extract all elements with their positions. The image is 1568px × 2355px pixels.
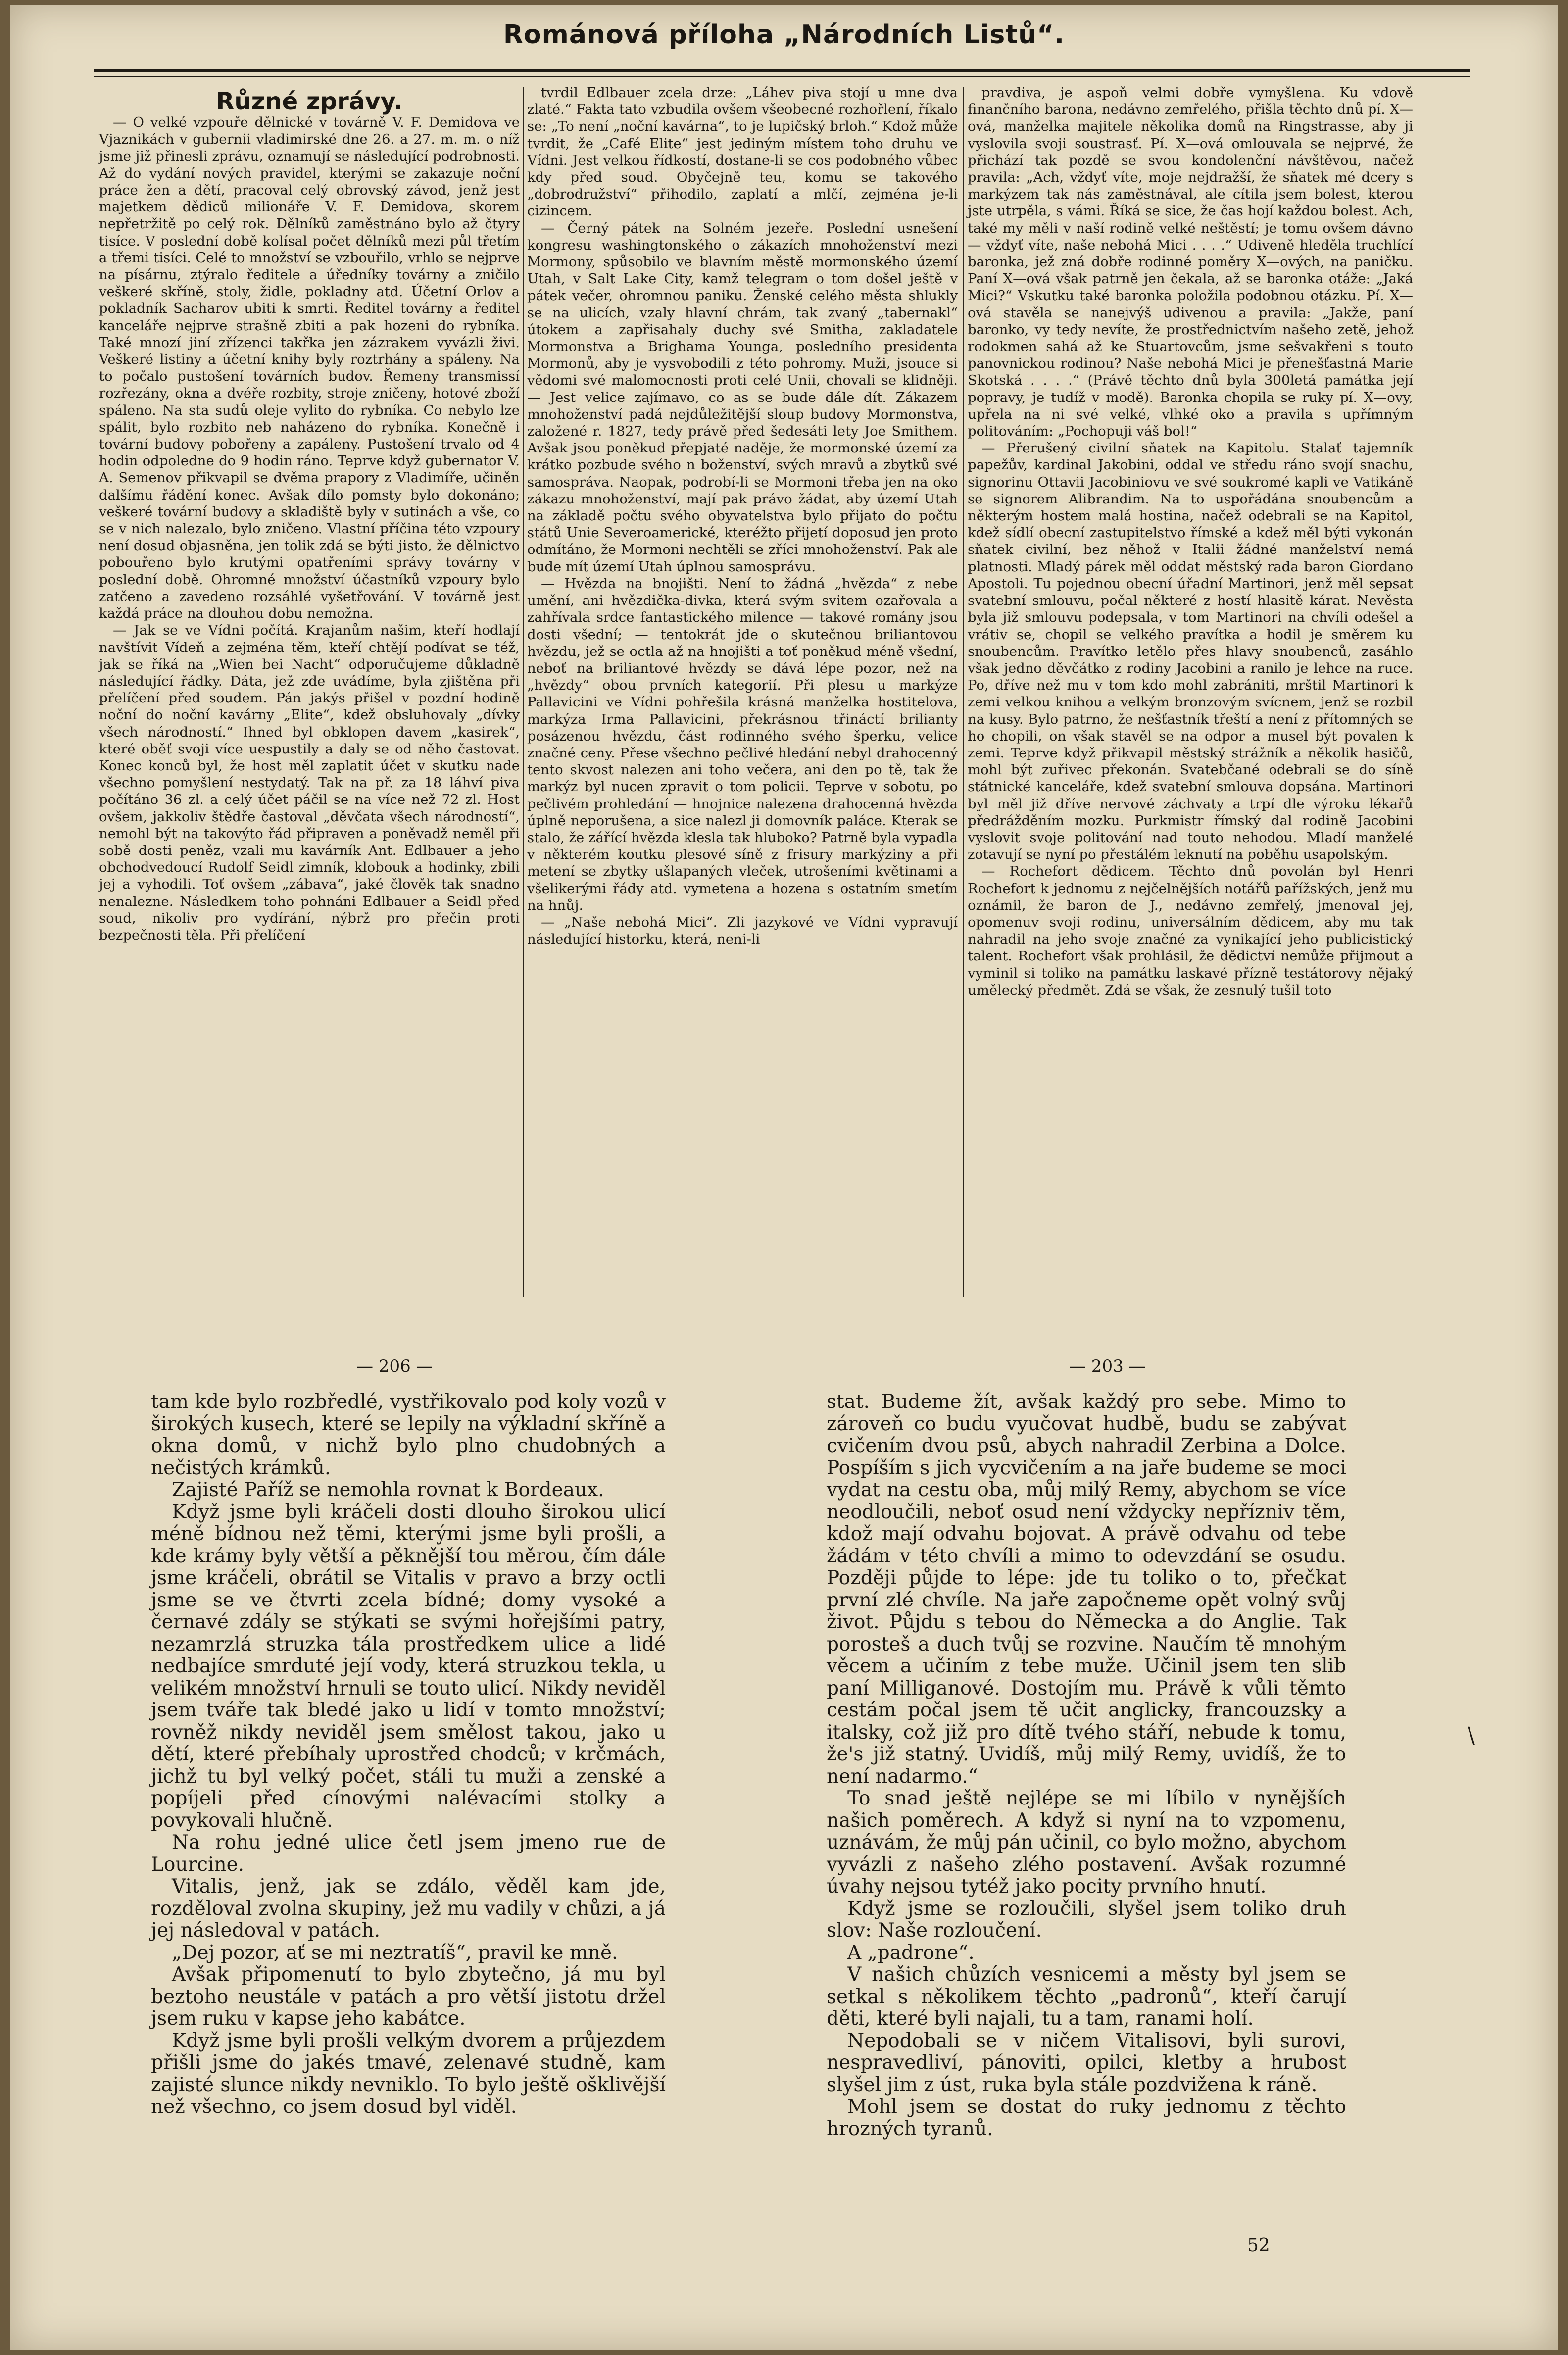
news-paragraph: pravdiva, je aspoň velmi dobře vymyšlena. Ku vdově finančního barona, nedávno zemřelého, přišla těchto dnů pí. X—ová, manželka majitele několika domů na Ringstrasse, aby ji vyslovila svoji soustrasť. Pí. X—ová omlouvala se nejprvé, že přichází tak pozdě se svou kondolenční návštěvou, načež pravila: „Ach, vždyť víte, moje nejdražší, že sňatek mé dcery s markýzem tak nás zaměstnával, ale cítila jsem bolest, kterou jste utrpěla, s vámi. Říká se sice, že čas hojí každou bolest. Ach, také my měli v naší rodině velké neštěstí; je tomu ovšem dávno — vždyť víte, naše nebohá Mici . . . .“ Udiveně hleděla truchlící baronka, jež zná dobře rodinné poměry X—ových, na paničku. Paní X—ová však patrně jen čekala, až se baronka otáže: „Jaká Mici?“ Vskutku také baronka položila podobnou otázku. Pí. X—ová stavěla se nanejvýš udivenou a pravila: „Jakže, paní baronko, vy tedy nevíte, že prostřednictvím našeho zetě, jehož rodokmen sahá až ke Stuartovcům, jsme sešvakřeni s touto panovnickou rodinou? Naše nebohá Mici je přenešťastná Marie Skotská . . . .“ (Právě těchto dnů byla 300letá památka její popravy, je tudíž v modě). Baronka chopila se ruky pí. X—ovy, upřela na ni své velké, vlhké oko a pravila s upřímným politováním: „Pochopuji váš bol!“	[968, 85, 1413, 440]
novel-paragraph: Vitalis, jenž, jak se zdálo, věděl kam jde, rozděloval zvolna skupiny, jež mu vadily v chůzi, a já jej následoval v patách.	[151, 1875, 666, 1942]
newspaper-page	[10, 5, 1558, 2350]
margin-mark: \	[1468, 1723, 1475, 1748]
novel-paragraph: tam kde bylo rozbředlé, vystřikovalo pod koly vozů v širokých kusech, které se lepily na výkladní skříně a okna domů, v nichž bylo plno chudobných a nečistých krámků.	[151, 1391, 666, 1479]
novel-paragraph: Mohl jsem se dostat do ruky jednomu z těchto hrozných tyranů.	[827, 2096, 1346, 2140]
novel-paragraph: Na rohu jedné ulice četl jsem jmeno rue de Lourcine.	[151, 1831, 666, 1876]
novel-paragraph: Když jsme byli kráčeli dosti dlouho širokou ulicí méně bídnou než těmi, kterými jsme byli prošli, a kde krámy byly větší a pěknější tou měrou, čím dále jsme kráčeli, obrátil se Vitalis v pravo a brzy octli jsme se ve čtvrti zcela bídné; domy vysoké a černavé zdály se stýkati se svými hořejšími patry, nezamrzlá struzka tála prostředkem ulice a lidé nedbajíce smrduté její vody, která struzkou tekla, u velikém množství hrnuli se touto ulicí. Nikdy neviděl jsem tváře tak bledé jako u lidí v tomto množství; rovněž nikdy neviděl jsem smělost takou, jako u dětí, které přebíhaly uprostřed chodců; v krčmách, jichž tu byl velký počet, stáli tu muži a zenské a popíjeli před cínovými nalévacími stolky a povykovali hlučně.	[151, 1501, 666, 1832]
novel-column-right	[827, 1391, 1346, 2140]
header-rule-thin	[94, 76, 1470, 77]
news-column-2	[527, 84, 958, 948]
page-number: 52	[1247, 2235, 1270, 2255]
column-divider	[963, 87, 964, 1297]
section-heading: Různé zprávy.	[216, 88, 403, 115]
novel-column-left	[151, 1391, 666, 2118]
news-paragraph: — Jak se ve Vídni počítá. Krajanům našim, kteří hodlají navštívit Vídeň a zejména těm, kteří chtějí podívat se též, jak se říká na „Wien bei Nacht“ odporučujeme důkladně následující řádky. Dáta, jež zde uvádíme, byla zjištěna při přelíčení před soudem. Pán jakýs přišel v pozdní hodině noční do noční kavárny „Elite“, kdež obsluhovaly „dívky všech národností.“ Ihned byl obklopen davem „kasirek“, které oběť svoji více uespustily a daly se od něho častovat. Konec konců byl, že host měl zaplatit účet v skutku nade všechno pomyšlení nestydatý. Tak na př. za 18 láhví piva počítáno 36 zl. a celý účet páčil se na více než 72 zl. Host ovšem, jakkoliv štědře častoval „děvčata všech národností“, nemohl být na takovýto řád připraven a poněvadž neměl při sobě dosti peněz, vzali mu kavárník Ant. Edlbauer a jeho obchodvedoucí Rudolf Seidl zimník, klobouk a hodinky, zbili jej a vyhodili. Toť ovšem „zábava“, jaké člověk tak snadno nenalezne. Následkem toho pohnáni Edlbauer a Seidl před soud, nikoliv pro vydírání, nýbrž pro přečin proti bezpečnosti těla. Při přelíčení	[99, 622, 520, 943]
novel-paragraph: A „padrone“.	[847, 1941, 975, 1964]
news-paragraph: tvrdil Edlbauer zcela drze: „Láhev piva stojí u mne dva zlaté.“ Fakta tato vzbudila ovšem všeobecné rozhořlení, říkalo se: „To není „noční kavárna“, to je lupičský brloh.“ Kdož může tvrdit, že „Café Elite“ jest jediným místem toho druhu ve Vídni. Jest velkou řídkostí, dostane-li se cos podobného vůbec kdy před soud. Obyčejně teu, komu se takového „dobrodružství“ přihodilo, zaplatí a mlčí, zejména je-li cizincem.	[527, 85, 958, 219]
header-rule-thick	[94, 69, 1470, 72]
novel-paragraph: Když jsme byli prošli velkým dvorem a průjezdem přišli jsme do jakés tmavé, zelenavé studně, kam zajisté slunce nikdy nevniklo. To bylo ještě ošklivější než všechno, co jsem dosud byl viděl.	[151, 2029, 666, 2118]
page-header-title: Románová příloha „Národních Listů“.	[503, 20, 1065, 50]
novel-paragraph: V našich chůzích vesnicemi a městy byl jsem se setkal s několikem těchto „padronů“, kteří čarují děti, které byli najali, tu a tam, ranami holí.	[827, 1963, 1346, 2030]
folio-right: — 203 —	[1069, 1356, 1146, 1376]
news-column-1	[99, 84, 520, 944]
news-paragraph: — „Naše nebohá Mici“. Zli jazykové ve Vídni vypravují následující historku, která, neni-li	[527, 914, 958, 948]
folio-left: — 206 —	[356, 1356, 433, 1376]
novel-paragraph: Avšak připomenutí to bylo zbytečno, já mu byl beztoho neustále v patách a pro větší jistotu držel jsem ruku v kapse jeho kabátce.	[151, 1963, 666, 2030]
novel-paragraph: Když jsme se rozloučili, slyšel jsem toliko druh slov: Naše rozloučení.	[827, 1897, 1346, 1942]
news-column-3	[968, 84, 1413, 999]
news-paragraph: — Přerušený civilní sňatek na Kapitolu. Stalať tajemník papežův, kardinal Jakobini, oddal ve středu ráno svojí snachu, signorinu Ottavii Jacobiniovu ve své soukromé kapli ve Vatikáně se signorem Alibrandim. Na to uspořádána snoubencům a některým hostem malá hostina, načež odebrali se na Kapitol, kdež sídlí obecní zastupitelstvo římské a kdež měl býti vykonán sňatek civilní, bez něhož v Italii žádné manželství nemá platnosti. Mladý párek měl oddat městský rada baron Giordano Apostoli. Tu pojednou obecní úřadní Martinori, jenž měl sepsat svatební smlouvu, počal některé z hostí hlasitě kárat. Nevěsta byla již smlouvu podepsala, v tom Martinori na chvíli odešel a vrátiv se, chopil se velkého pravítka a hodil je směrem ku snoubencům. Pravítko letělo přes hlavy snoubenců, zasáhlo však jedno děvčátko z rodiny Jacobini a ranilo je lehce na ruce. Po, dříve než mu v tom kdo mohl zabrániti, mrštil Martinori k zemi velkou knihou a velkým bronzovým svícnem, jenž se rozbil na kusy. Bylo patrno, že nešťastník třeští a není z přítomných se ho chopili, on však stavěl se na odpor a musel být povalen k zemi. Teprve když přikvapil městský strážník a několik hasičů, mohl být zuřivec překonán. Svatebčané odebrali se do síně státnické kanceláře, kdež svatební smlouva dopsána. Martinori byl měl již dříve nervové záchvaty a trpí dle výroku lékařů předrážděním mozku. Purkmistr římský dal rodině Jacobini vyslovit svoje politování nad touto nehodou. Mladí manželé zotavují se nyní po přestálém leknutí na poběhu usapolským.	[968, 440, 1413, 863]
novel-paragraph: To snad ještě nejlépe se mi líbilo v nynějších našich poměrech. A když si nyní na to vzpomenu, uznávám, že můj pán učinil, co bylo možno, abychom vyvázli z našeho zlého postavení. Avšak rozumné úvahy nejsou tytéž jako pocity prvního hnutí.	[827, 1787, 1346, 1898]
news-paragraph: — O velké vzpouře dělnické v továrně V. F. Demidova ve Vjaznikách v gubernii vladimirské dne 26. a 27. m. m. o níž jsme již přinesli zprávu, oznamují se následující podrobnosti. Až do vydání nových pravidel, kterými se zakazuje noční práce žen a dětí, pracoval celý obrovský závod, jenž jest majetkem dědiců milionáře V. F. Demidova, skorem nepřetržitě po celý rok. Dělníků zaměstnáno bylo až čtyry tisíce. V poslední době kolísal počet dělníků mezi půl třetím a třemi tisíci. Celé to množství se vzbouřilo, vrhlo se nejprve na písárnu, ztýralo ředitele a úředníky továrny a zničilo veškeré skříně, stoly, židle, pokladny atd. Účetní Orlov a pokladník Sacharov ubiti k smrti. Ředitel továrny a ředitel kanceláře nejprve strašně zbiti a pak hozeni do rybníka. Také mnozí jiní zřízenci takřka jen zázrakem vyvázli živi. Veškeré listiny a účetní knihy byly roztrhány a spáleny. Na to počalo pustošení továrních budov. Řemeny transmissí rozřezány, okna a dvéře rozbity, stroje zničeny, hotové zboží spáleno. Na sta sudů oleje vylito do rybníka. Co nebylo lze spálit, bylo rozbito neb naházeno do rybníka. Konečně i tovární budovy pobořeny a zapáleny. Pustošení trvalo od 4 hodin odpoledne do 9 hodin ráno. Teprve když gubernator V. A. Semenov přikvapil se dvěma prapory z Vladimíře, učiněn dalšímu řádění konec. Avšak dílo pomsty bylo dokonáno; veškeré tovární budovy a skladiště byly v sutinách a vše, co se v nich nalezalo, bylo zničeno. Vlastní příčina této vzpoury není dosud objasněna, jen tolik zdá se býti jisto, že dělnictvo pobouřeno bylo krutými opatřeními správy továrny v poslední době. Ohromné množství účastníků vzpoury bylo zatčeno a zavedeno rozsáhlé vyšetřování. V továrně jest každá práce na dlouhou dobu nemožna.	[99, 114, 520, 622]
novel-paragraph: Nepodobali se v ničem Vitalisovi, byli surovi, nespravedliví, pánoviti, opilci, kletby a hrubost slyšel jim z úst, ruka byla stále pozdvižena k ráně.	[827, 2029, 1346, 2096]
news-paragraph: — Černý pátek na Solném jezeře. Poslední usnešení kongresu washingtonského o zákazích mnohoženství mezi Mormony, spůsobilo ve blavním městě mormonského území Utah, v Salt Lake City, kamž telegram o tom došel ještě v pátek večer, ohromnou paniku. Ženské celého města shlukly se na ulicích, vzaly hlavní chrám, tak zvaný „tabernakl“ útokem a zapřisahaly duchy své Smitha, zakladatele Mormonstva a Brighama Younga, posledního presidenta Mormonů, aby je vysvobodili z této pohromy. Muži, jsouce si vědomi své malomocnosti proti celé Unii, chovali se klidněji. — Jest velice zajímavo, co as se bude dále dít. Zákazem mnohoženství padá nejdůležitější sloup budovy Mormonstva, založené r. 1827, tedy právě před šedesáti lety Joe Smithem. Avšak jsou poněkud přepjaté naděje, že mormonské území za krátko pozbude svého n boženství, svých mravů a zbytků své samospráva. Naopak, podrobí-li se Mormoni třeba jen na oko zákazu mnohoženství, mají pak právo žádat, aby území Utah na základě počtu svého obyvatelstva bylo přijato do počtu států Unie Severoamerické, kteréžto přijetí doposud jen proto odmítáno, že Mormoni nechtěli se zříci mnohoženství. Pak ale bude mít území Utah úplnou samosprávu.	[527, 220, 958, 575]
novel-paragraph: „Dej pozor, ať se mi neztratíš“, pravil ke mně.	[172, 1941, 618, 1964]
news-paragraph: — Hvězda na bnojišti. Není to žádná „hvězda“ z nebe umění, ani hvězdička-divka, která svým svitem ozařovala a zahřívala srdce fantastického milence — takové romány jsou dosti všední; — tentokrát jde o skutečnou briliantovou hvězdu, jež se octla až na hnojišti a toť poněkud méně všední, neboť na briliantové hvězdy se dává lépe pozor, než na „hvězdy“ obou prvních kategorií. Při plesu u markýze Pallavicini ve Vídni pohřešila krásná manželka hostitelova, markýza Irma Pallavicini, překrásnou třináctí brilianty posázenou hvězdu, část rodinného svého šperku, velice značné ceny. Přese všechno pečlivé hledání nebyl drahocenný tento skvost nalezen ani toho večera, ani den po tě, tak že markýz byl nucen zpravit o tom policii. Teprve v sobotu, po pečlivém prohledání — hnojnice nalezena drahocenná hvězda úplně neporušena, a sice nalezl ji domovník paláce. Kterak se stalo, že zářící hvězda klesla tak hluboko? Patrně byla vypadla v některém koutku plesové síně z frisury markýziny a při metení se zbytky ušlapaných vleček, utrošeními květinami a všelikerými řády atd. vymetena a hozena s ostatním smetím na hnůj.	[527, 575, 958, 913]
news-paragraph: — Rochefort dědicem. Těchto dnů povolán byl Henri Rochefort k jednomu z nejčelnějších notářů pařížských, jenž mu oznámil, že baron de J., nedávno zemřelý, jmenoval jej, opomenuv svoji rodinu, universálním dědicem, aby mu tak nahradil na jeho svoje značné za vynikající jeho publicistický talent. Rochefort však prohlásil, že dědictví nemůže přijmout a vyminil si toliko na památku laskavé přízně testátorovy nějaký umělecký předmět. Zdá se však, že zesnulý tušil toto	[968, 863, 1413, 998]
novel-paragraph: stat. Budeme žít, avšak každý pro sebe. Mimo to zároveň co budu vyučovat hudbě, budu se zabývat cvičením dvou psů, abych nahradil Zerbina a Dolce. Pospíším s jich vycvičením a na jaře budeme se moci vydat na cestu oba, můj milý Remy, abychom se více neodloučili, neboť osud není vždycky nepřízniv těm, kdož mají odvahu bojovat. A právě odvahu od tebe žádám v této chvíli a mimo to odevzdání se osudu. Později půjde to lépe: jde tu toliko o to, přečkat první zlé chvíle. Na jaře započneme opět volný svůj život. Půjdu s tebou do Německa a do Anglie. Tak porosteš a duch tvůj se rozvine. Naučím tě mnohým věcem a učiním z tebe muže. Učinil jsem ten slib paní Milliganové. Dostojím mu. Právě k vůli těmto cestám počal jsem tě učit anglicky, francouzsky a italsky, což již pro dítě tvého stáří, nebude k tomu, že's již statný. Uvidíš, můj milý Remy, uvidíš, že to není nadarmo.“	[827, 1391, 1346, 1788]
column-divider	[523, 87, 524, 1297]
novel-paragraph: Zajisté Paříž se nemohla rovnat k Bordeaux.	[172, 1479, 604, 1501]
